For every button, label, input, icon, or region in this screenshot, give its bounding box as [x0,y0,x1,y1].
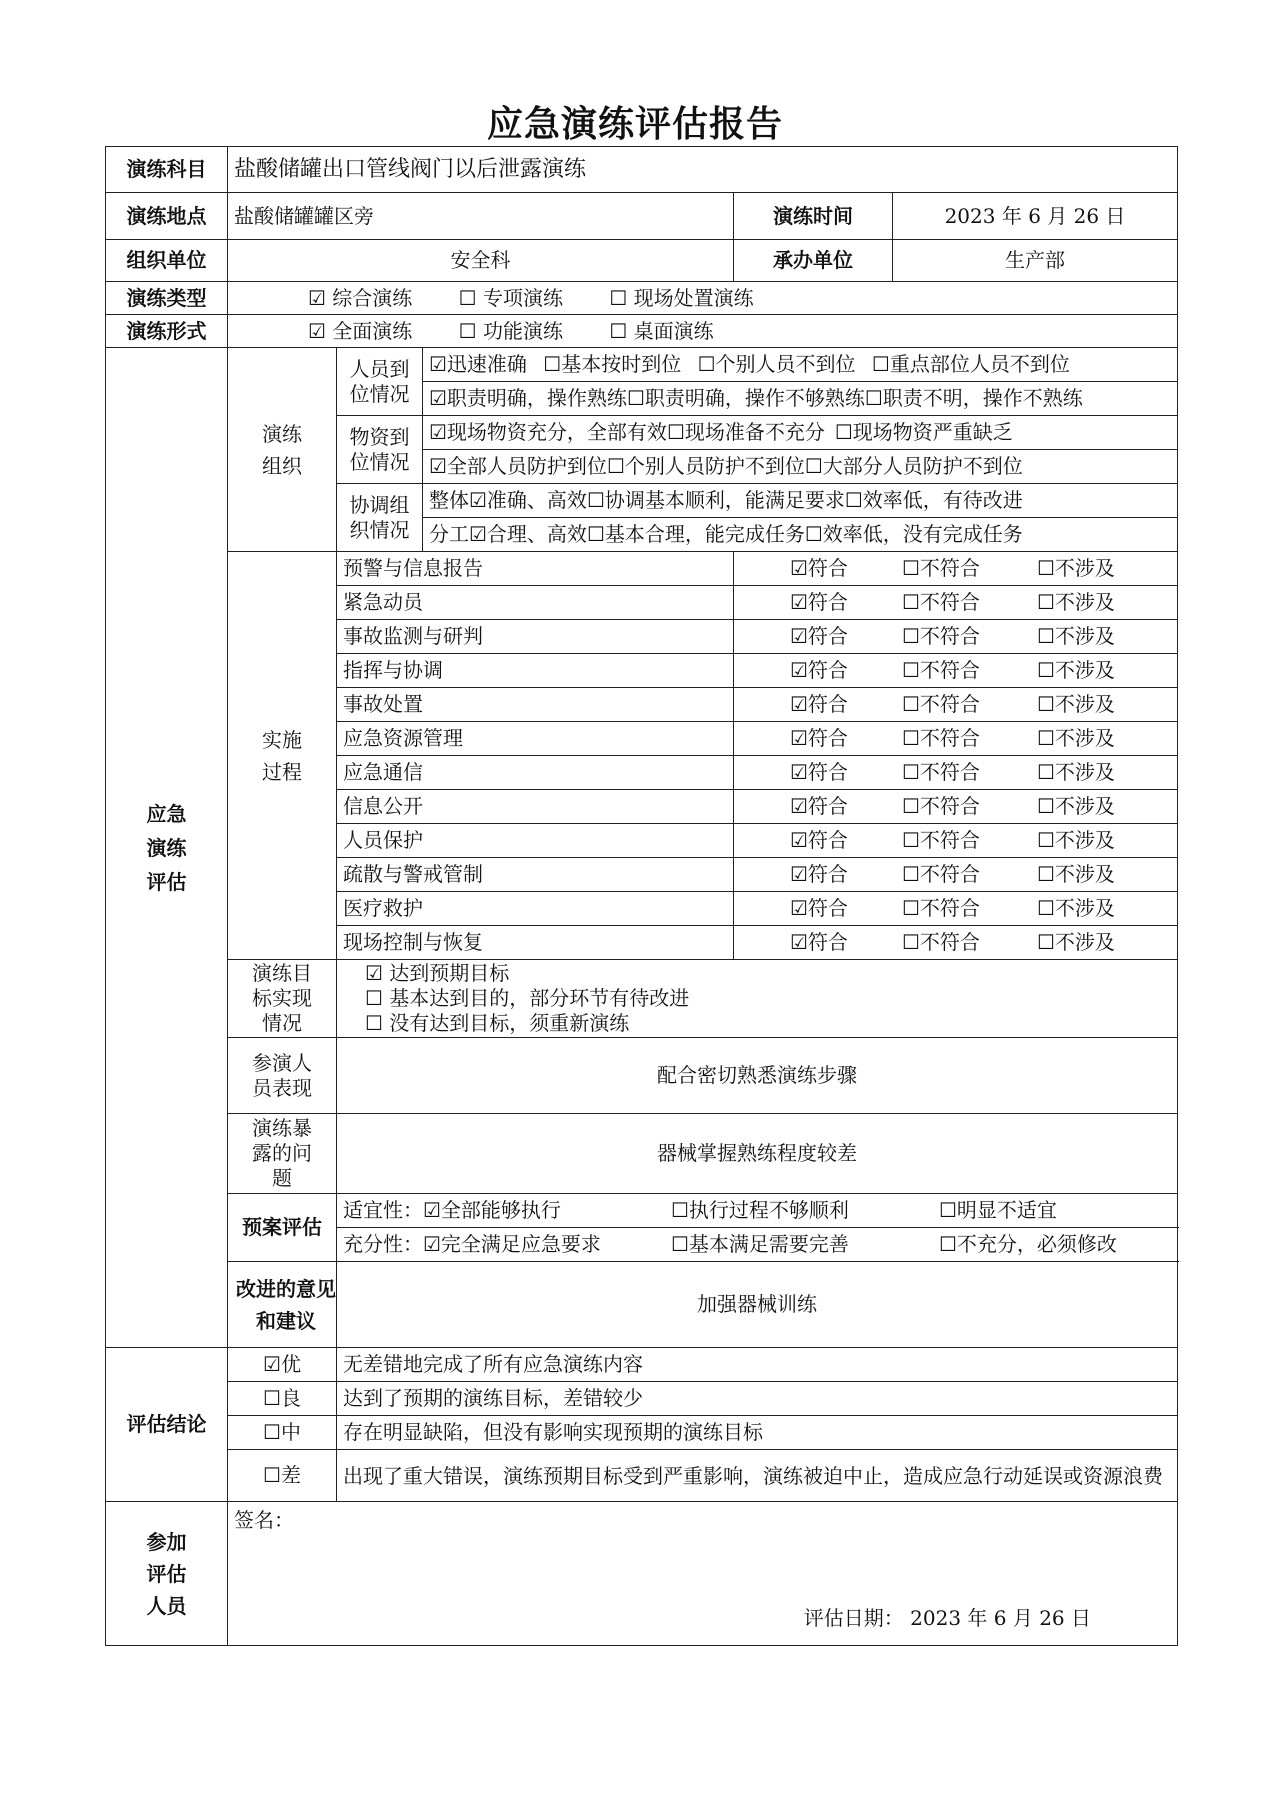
personnel-option-ontime[interactable]: ☐基本按时到位 [543,352,682,376]
drill-type-options [228,282,1178,315]
personnel-option-key-absent[interactable]: ☐重点部位人员不到位 [871,352,1070,376]
option-conform[interactable]: ☑符合 [790,896,848,920]
process-item-options [734,688,1178,722]
problems-row [106,1114,1178,1194]
option-not-applicable[interactable]: ☐不涉及 [1037,726,1115,750]
process-item-options [734,722,1178,756]
option-not-applicable[interactable]: ☐不涉及 [1037,624,1115,648]
personnel-line-1 [423,348,1178,382]
option-nonconform[interactable]: ☐不符合 [902,556,980,580]
process-item-options [734,586,1178,620]
option-conform[interactable]: ☑符合 [790,692,848,716]
option-nonconform[interactable]: ☐不符合 [902,760,980,784]
subject-row [106,147,1178,193]
drill-type-row [106,282,1178,315]
grade-desc: 出现了重大错误，演练预期目标受到严重影响，演练被迫中止，造成应急行动延误或资源浪费 [337,1450,1178,1502]
option-conform[interactable]: ☑符合 [790,862,848,886]
evaluation-date-label: 评估日期： [803,1606,904,1630]
process-item-name: 指挥与协调 [337,654,734,688]
option-nonconform[interactable]: ☐不符合 [902,930,980,954]
process-item-options [734,552,1178,586]
process-item-name: 事故处置 [337,688,734,722]
time-label: 演练时间 [734,193,893,240]
process-item-options [734,926,1178,960]
option-nonconform[interactable]: ☐不符合 [902,794,980,818]
protection-option-most[interactable]: ☐大部分人员防护不到位 [804,454,1023,478]
goal-option-failed[interactable]: ☐ 没有达到目标，须重新演练 [365,1011,630,1035]
grade-option-medium[interactable]: ☐中 [228,1416,337,1450]
process-item-name: 信息公开 [337,790,734,824]
performance-row [106,1038,1178,1114]
host-value: 生产部 [893,240,1178,282]
conclusion-row [106,1348,1178,1382]
materials-line-1 [423,416,1178,450]
materials-option-sufficient[interactable]: ☑现场物资充分，全部有效 [429,420,667,444]
evaluation-form [105,146,1178,1646]
drill-form-option-tabletop[interactable]: ☐ 桌面演练 [609,318,714,343]
process-row [106,552,1178,586]
protection-option-some[interactable]: ☐个别人员防护不到位 [606,454,805,478]
coordination-line-2 [423,518,1178,552]
grade-desc: 存在明显缺陷，但没有影响实现预期的演练目标 [337,1416,1178,1450]
process-item-name: 紧急动员 [337,586,734,620]
time-value: 2023 年 6 月 26 日 [893,193,1178,240]
process-item-name: 现场控制与恢复 [337,926,734,960]
org-label: 组织单位 [106,240,228,282]
process-item-name: 疏散与警戒管制 [337,858,734,892]
process-item-options [734,756,1178,790]
suitability-option-unsmooth[interactable]: ☐执行过程不够顺利 [671,1198,849,1222]
sufficiency-option-basic[interactable]: ☐基本满足需要完善 [671,1232,849,1256]
signature-label: 签名： [234,1508,294,1532]
drill-type-option-comprehensive[interactable]: ☑ 综合演练 [308,285,413,310]
protection-option-all[interactable]: ☑全部人员防护到位 [429,454,607,478]
option-not-applicable[interactable]: ☐不涉及 [1037,862,1115,886]
suitability-option-all[interactable]: 适宜性：☑全部能够执行 [343,1198,561,1222]
goal-option-achieved[interactable]: ☑ 达到预期目标 [365,961,510,985]
division-option-low[interactable]: ☐效率低，没有完成任务 [804,522,1023,546]
option-not-applicable[interactable]: ☐不涉及 [1037,760,1115,784]
process-item-name: 应急通信 [337,756,734,790]
option-nonconform[interactable]: ☐不符合 [902,862,980,886]
grade-desc: 无差错地完成了所有应急演练内容 [337,1348,1178,1382]
duty-option-unclear[interactable]: ☐职责不明，操作不熟练 [864,386,1083,410]
drill-form-options [228,315,1178,348]
improve-row [106,1262,1178,1348]
subject-value: 盐酸储罐出口管线阀门以后泄露演练 [228,147,1178,193]
conclusion-row [106,1416,1178,1450]
sufficiency-option-full[interactable]: 充分性：☑完全满足应急要求 [343,1232,601,1256]
option-not-applicable[interactable]: ☐不涉及 [1037,590,1115,614]
option-conform[interactable]: ☑符合 [790,930,848,954]
subject-label: 演练科目 [106,147,228,193]
option-not-applicable[interactable]: ☐不涉及 [1037,692,1115,716]
conclusion-row [106,1382,1178,1416]
process-item-name: 人员保护 [337,824,734,858]
goal-label: 演练目标实现情况 [228,960,337,1038]
coordination-label: 协调组织情况 [337,484,423,552]
process-item-name: 事故监测与研判 [337,620,734,654]
personnel-option-fast[interactable]: ☑迅速准确 [429,352,527,376]
location-value: 盐酸储罐罐区旁 [228,193,734,240]
process-item-options [734,858,1178,892]
option-not-applicable[interactable]: ☐不涉及 [1037,930,1115,954]
duty-option-clear-skilled[interactable]: ☑职责明确，操作熟练 [429,386,627,410]
improve-label: 改进的意见和建议 [228,1262,337,1348]
option-nonconform[interactable]: ☐不符合 [902,624,980,648]
coordination-line-1 [423,484,1178,518]
personnel-label: 人员到位情况 [337,348,423,416]
option-conform[interactable]: ☑符合 [790,658,848,682]
overall-option-efficient[interactable]: 整体☑准确、高效 [429,488,587,512]
host-label: 承办单位 [734,240,893,282]
option-nonconform[interactable]: ☐不符合 [902,590,980,614]
suitability-option-unsuitable[interactable]: ☐明显不适宜 [939,1198,1057,1222]
option-conform[interactable]: ☑符合 [790,726,848,750]
performance-label: 参演人员表现 [228,1038,337,1114]
plan-row-1 [106,1194,1178,1228]
process-item-name: 预警与信息报告 [337,552,734,586]
option-nonconform[interactable]: ☐不符合 [902,828,980,852]
division-option-efficient[interactable]: 分工☑合理、高效 [429,522,587,546]
personnel-line-2 [423,382,1178,416]
org-row [106,240,1178,282]
option-nonconform[interactable]: ☐不符合 [902,692,980,716]
option-nonconform[interactable]: ☐不符合 [902,896,980,920]
participants-label: 参加评估人员 [106,1502,228,1646]
process-item-options [734,620,1178,654]
signature-cell[interactable] [228,1502,1178,1646]
grade-option-excellent[interactable]: ☑优 [228,1348,337,1382]
process-item-options [734,654,1178,688]
materials-option-insufficient[interactable]: ☐现场准备不充分 [666,420,825,444]
option-nonconform[interactable]: ☐不符合 [902,726,980,750]
option-not-applicable[interactable]: ☐不涉及 [1037,556,1115,580]
process-item-name: 应急资源管理 [337,722,734,756]
option-not-applicable[interactable]: ☐不涉及 [1037,794,1115,818]
grade-option-poor[interactable]: ☐差 [228,1450,337,1502]
evaluation-date [804,1606,1091,1631]
assessment-label: 应急演练评估 [106,348,228,1348]
option-not-applicable[interactable]: ☐不涉及 [1037,658,1115,682]
grade-option-good[interactable]: ☐良 [228,1382,337,1416]
option-conform[interactable]: ☑符合 [790,590,848,614]
participants-row [106,1502,1178,1646]
overall-option-smooth[interactable]: ☐协调基本顺利，能满足要求 [586,488,845,512]
suitability-line [337,1194,1178,1228]
sufficiency-line [337,1228,1178,1262]
goal-option-partial[interactable]: ☐ 基本达到目的，部分环节有待改进 [365,986,690,1010]
option-conform[interactable]: ☑符合 [790,828,848,852]
drill-type-option-special[interactable]: ☐ 专项演练 [458,285,563,310]
materials-line-2 [423,450,1178,484]
sufficiency-option-insufficient[interactable]: ☐不充分，必须修改 [939,1232,1117,1256]
division-option-reasonable[interactable]: ☐基本合理，能完成任务 [586,522,805,546]
goal-options [337,960,1178,1038]
option-conform[interactable]: ☑符合 [790,794,848,818]
materials-option-severe-lack[interactable]: ☐现场物资严重缺乏 [834,420,1013,444]
option-conform[interactable]: ☑符合 [790,556,848,580]
drill-form-option-functional[interactable]: ☐ 功能演练 [458,318,563,343]
process-item-options [734,790,1178,824]
drill-form-label: 演练形式 [106,315,228,348]
performance-value: 配合密切熟悉演练步骤 [337,1038,1178,1114]
improve-value: 加强器械训练 [337,1262,1178,1348]
plan-label: 预案评估 [228,1194,337,1262]
option-conform[interactable]: ☑符合 [790,624,848,648]
process-item-options [734,892,1178,926]
materials-label: 物资到位情况 [337,416,423,484]
problems-value: 器械掌握熟练程度较差 [337,1114,1178,1194]
process-item-options [734,824,1178,858]
evaluation-date-value: 2023 年 6 月 26 日 [910,1606,1092,1630]
location-label: 演练地点 [106,193,228,240]
problems-label: 演练暴露的问题 [228,1114,337,1194]
duty-option-clear-unskilled[interactable]: ☐职责明确，操作不够熟练 [626,386,865,410]
option-nonconform[interactable]: ☐不符合 [902,658,980,682]
drill-form-option-full[interactable]: ☑ 全面演练 [308,318,413,343]
option-conform[interactable]: ☑符合 [790,760,848,784]
drill-form-row [106,315,1178,348]
grade-desc: 达到了预期的演练目标，差错较少 [337,1382,1178,1416]
drill-type-option-onsite[interactable]: ☐ 现场处置演练 [609,285,754,310]
conclusion-label: 评估结论 [106,1348,228,1502]
option-not-applicable[interactable]: ☐不涉及 [1037,828,1115,852]
process-item-name: 医疗救护 [337,892,734,926]
page-title: 应急演练评估报告 [486,104,783,145]
org-value: 安全科 [228,240,734,282]
org-group-label: 演练组织 [228,348,337,552]
option-not-applicable[interactable]: ☐不涉及 [1037,896,1115,920]
drill-type-label: 演练类型 [106,282,228,315]
personnel-row-1 [106,348,1178,382]
overall-option-low[interactable]: ☐效率低，有待改进 [844,488,1023,512]
goal-row [106,960,1178,1038]
process-label: 实施过程 [228,552,337,960]
conclusion-row [106,1450,1178,1502]
location-row [106,193,1178,240]
personnel-option-some-absent[interactable]: ☐个别人员不到位 [697,352,856,376]
